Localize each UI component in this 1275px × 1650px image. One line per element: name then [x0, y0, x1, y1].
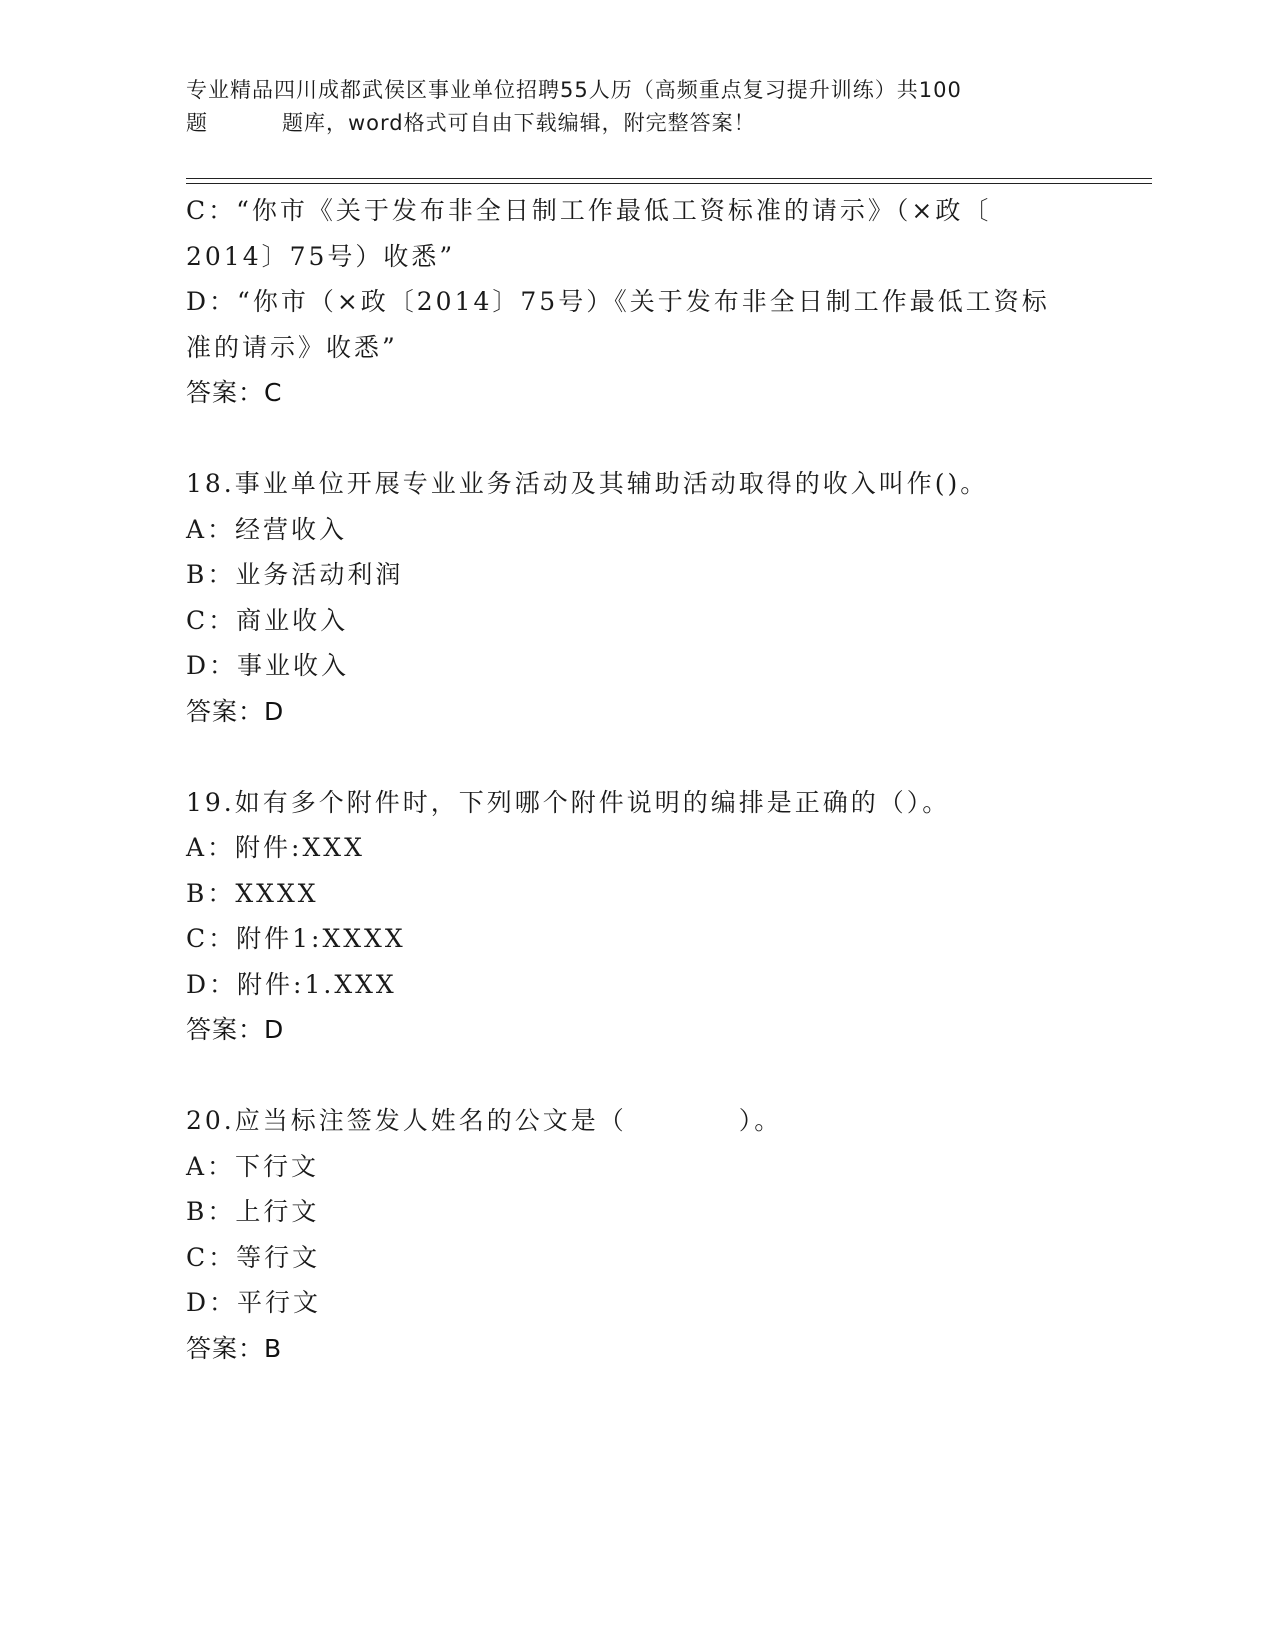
spacer [186, 1053, 1086, 1099]
answer-line: 答案：B [186, 1333, 283, 1363]
answer-line: 答案：C [186, 378, 283, 407]
question-19 [186, 780, 1086, 1053]
option-d: D：平行文 [186, 1288, 322, 1317]
option-c: C：商业收入 [186, 605, 349, 635]
option-a: A：附件:XXX [186, 833, 365, 862]
option-b: B：XXXX [186, 878, 319, 908]
header-title-line2 [186, 107, 1086, 140]
option-b: B：业务活动利润 [186, 560, 404, 589]
question-stem: 20.应当标注签发人姓名的公文是（ ）。 [186, 1106, 783, 1135]
spacer [186, 734, 1086, 780]
option-a: A：经营收入 [186, 514, 348, 544]
question-stem: 18.事业单位开展专业业务活动及其辅助活动取得的收入叫作()。 [186, 469, 989, 498]
question-content [186, 188, 1086, 1371]
option-d: D：附件:1.XXX [186, 969, 397, 999]
header-line2-left: 题 [186, 111, 208, 135]
header-title-line1: 专业精品四川成都武侯区事业单位招聘55人历（高频重点复习提升训练）共100 [186, 78, 962, 102]
spacer [186, 416, 1086, 462]
option-d: D：事业收入 [186, 651, 350, 680]
page-header [186, 74, 1086, 140]
question-17-tail [186, 188, 1086, 416]
question-18 [186, 461, 1086, 734]
question-stem: 19.如有多个附件时，下列哪个附件说明的编排是正确的（）。 [186, 787, 951, 817]
header-line2-right: 题库，word格式可自由下载编辑，附完整答案！ [282, 111, 756, 135]
option-b: B：上行文 [186, 1197, 320, 1226]
answer-line: 答案：D [186, 1015, 285, 1044]
option-c-line1: C：“你市《关于发布非全日制工作最低工资标准的请示》（×政〔 [186, 196, 992, 225]
option-d-line2: 准的请示》收悉” [186, 332, 398, 362]
header-divider-top [186, 178, 1152, 179]
header-divider-bottom [186, 183, 1152, 184]
option-c: C：附件1:XXXX [186, 924, 406, 953]
option-c: C：等行文 [186, 1242, 321, 1272]
option-c-line2: 2014〕75号）收悉” [186, 241, 456, 271]
question-20 [186, 1098, 1086, 1371]
answer-line: 答案：D [186, 696, 285, 726]
option-d-line1: D：“你市（×政〔2014〕75号）《关于发布非全日制工作最低工资标 [186, 287, 1050, 316]
option-a: A：下行文 [186, 1151, 320, 1181]
